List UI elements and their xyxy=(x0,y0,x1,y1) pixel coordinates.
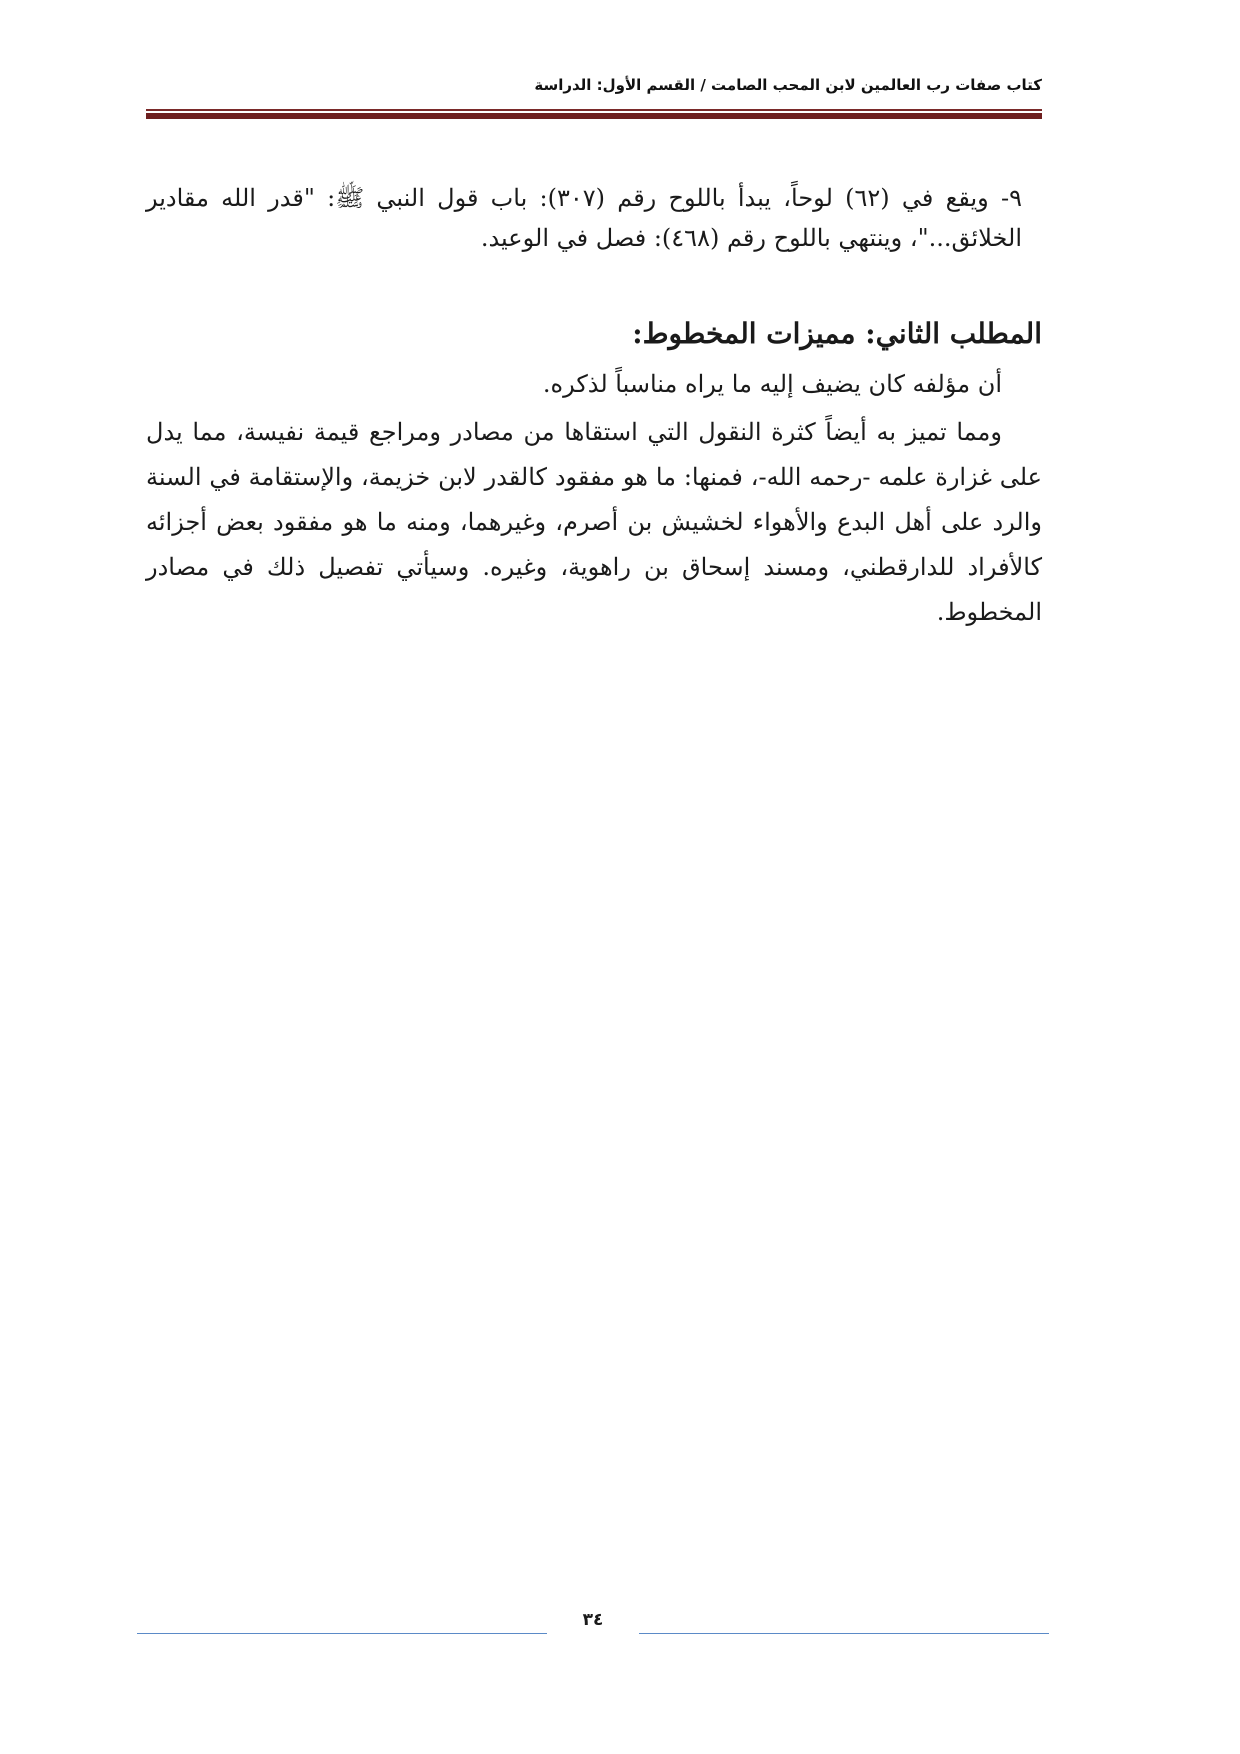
page-content xyxy=(146,178,1042,635)
list-item-9: ٩- ويقع في (٦٢) لوحاً، يبدأ باللوح رقم (٣٠٧): باب قول النبي ﷺ: "قدر الله مقادير الخلائق..."، وينتهي باللوح رقم (٤٦٨): فصل في الوعيد. xyxy=(146,184,1023,252)
paragraph-2: ومما تميز به أيضاً كثرة النقول التي استقاها من مصادر ومراجع قيمة نفيسة، مما يدل على غزارة علمه -رحمه الله-، فمنها: ما هو مفقود كالقدر لابن خزيمة، والإستقامة في السنة والرد على أهل البدع والأهواء لخشيش بن أصرم، وغيرهما، ومنه ما هو مفقود بعض أجزائه كالأفراد للدارقطني، ومسند إسحاق بن راهوية، وغيره. وسيأتي تفصيل ذلك في مصادر المخطوط. xyxy=(146,418,1042,626)
page-footer xyxy=(137,1610,1049,1640)
header-rule-thick xyxy=(146,113,1042,119)
footer-rule-left xyxy=(137,1633,547,1634)
page-number: ٣٤ xyxy=(582,1610,604,1630)
paragraph-1: أن مؤلفه كان يضيف إليه ما يراه مناسباً لذكره. xyxy=(542,370,1002,398)
header-rule-thin xyxy=(146,109,1042,111)
section-title: المطلب الثاني: مميزات المخطوط: xyxy=(632,317,1042,350)
running-header: كتاب صفات رب العالمين لابن المحب الصامت / القسم الأول: الدراسة xyxy=(534,76,1042,94)
footer-rule-right xyxy=(639,1633,1049,1634)
